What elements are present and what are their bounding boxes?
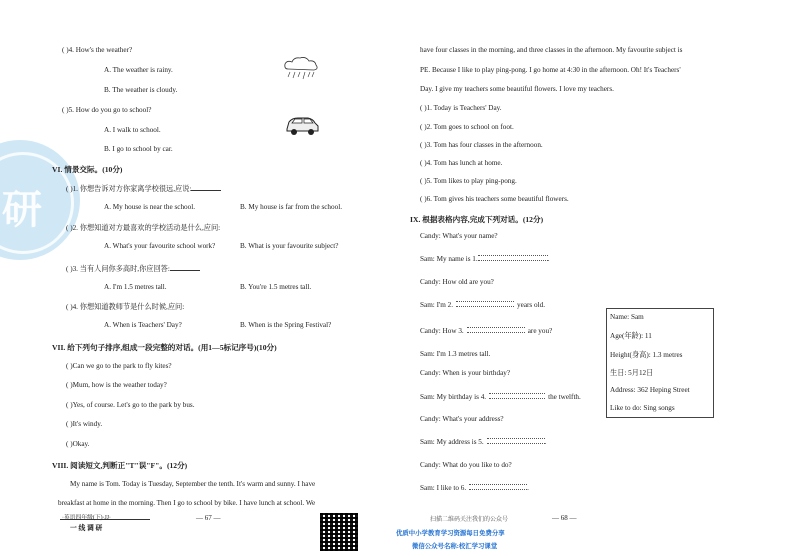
s6-q3-blank[interactable] — [170, 270, 200, 271]
dialog-10-text: Sam: My address is 5. — [420, 438, 484, 446]
s7-line-4: ( )It's windy. — [66, 420, 103, 428]
s6-q2-option-b: B. What is your favourite subject? — [240, 242, 339, 250]
dialog-8-text: Sam: My birthday is 4. — [420, 393, 487, 401]
info-address: Address: 362 Heping Street — [610, 386, 690, 394]
dialog-4-text: Sam: I'm 2. — [420, 301, 454, 309]
passage-line-4: PE. Because I like to play ping-pong. I go home at 4:30 in the afternoon. Oh! It's Teachers' — [420, 66, 681, 74]
watermark-stamp-glyph: 研 — [2, 187, 42, 233]
passage-line-5: Day. I give my teachers some beautiful flowers. I love my teachers. — [420, 85, 614, 93]
blank-6[interactable] — [469, 489, 527, 490]
dialog-5-text: Candy: How 3. — [420, 327, 464, 335]
q4-weather: ( )4. How's the weather? — [62, 46, 133, 54]
section-8-title: VIII. 阅读短文,判断正"T"误"F"。(12分) — [52, 461, 188, 470]
s7-line-5: ( )Okay. — [66, 440, 90, 448]
s7-line-1: ( )Can we go to the park to fly kites? — [66, 362, 172, 370]
dialog-8 — [420, 393, 581, 401]
blank-2[interactable] — [456, 306, 514, 307]
footer-book: ·英语四年级(下)·JJ· — [62, 515, 111, 521]
info-birthday: 生日: 5月12日 — [610, 369, 654, 377]
q4-option-b: B. The weather is cloudy. — [104, 86, 178, 94]
s6-q2: ( )2. 你想知道对方最喜欢的学校活动是什么,应问: — [66, 224, 221, 232]
q5-option-a: A. I walk to school. — [104, 126, 161, 134]
rain-cloud-icon — [282, 55, 322, 83]
s6-q1 — [66, 184, 221, 194]
passage-line-3: have four classes in the morning, and three classes in the afternoon. My favourite subject is — [420, 46, 683, 54]
s6-q4: ( )4. 你想知道教师节是什么时候,应问: — [66, 303, 185, 311]
dialog-8-tail: the twelfth. — [548, 393, 581, 401]
dialog-1: Candy: What's your name? — [420, 232, 498, 240]
q5-option-b: B. I go to school by car. — [104, 145, 173, 153]
s7-line-3: ( )Yes, of course. Let's go to the park by bus. — [66, 401, 195, 409]
dialog-5 — [420, 327, 552, 335]
dialog-3: Candy: How old are you? — [420, 278, 494, 286]
car-icon — [284, 113, 320, 137]
s6-q4-option-a: A. When is Teachers' Day? — [104, 321, 182, 329]
s6-q1-option-a: A. My house is near the school. — [104, 203, 196, 211]
scan-note: 扫描二维码关注我们的公众号 — [430, 517, 509, 523]
dialog-11: Candy: What do you like to do? — [420, 461, 512, 469]
info-name: Name: Sam — [610, 313, 644, 321]
blank-3[interactable] — [467, 332, 525, 333]
s6-q1-blank[interactable] — [191, 190, 221, 191]
s6-q4-option-b: B. When is the Spring Festival? — [240, 321, 332, 329]
s6-q3-option-a: A. I'm 1.5 metres tall. — [104, 283, 167, 291]
s6-q3-option-b: B. You're 1.5 metres tall. — [240, 283, 312, 291]
blank-4[interactable] — [489, 398, 545, 399]
s7-line-2: ( )Mum, how is the weather today? — [66, 381, 167, 389]
tf-6: ( )6. Tom gives his teachers some beautiful flowers. — [420, 195, 569, 203]
dialog-2-text: Sam: My name is 1. — [420, 255, 478, 263]
footer-divider — [60, 519, 150, 520]
section-6-title: VI. 情景交际。(10分) — [52, 165, 123, 174]
blank-1[interactable] — [478, 260, 548, 261]
footer-series: 一 线 调 研 — [70, 525, 103, 532]
page-number-68: — 68 — — [552, 514, 577, 522]
dialog-10: Sam: My address is 5. . — [420, 438, 547, 446]
qr-code-icon[interactable] — [320, 513, 358, 551]
tf-1: ( )1. Today is Teachers' Day. — [420, 104, 502, 112]
wechat-name: 微信公众号名称:校汇学习课堂 — [412, 543, 498, 550]
dialog-12-text: Sam: I like to 6. — [420, 484, 467, 492]
tf-3: ( )3. Tom has four classes in the afternoon. — [420, 141, 543, 149]
info-like: Like to do: Sing songs — [610, 404, 675, 412]
q5-school: ( )5. How do you go to school? — [62, 106, 152, 114]
page-number-67: — 67 — — [196, 514, 221, 522]
info-age: Age(年龄): 11 — [610, 332, 652, 340]
s6-q1-option-b: B. My house is far from the school. — [240, 203, 343, 211]
blank-5[interactable] — [487, 443, 545, 444]
section-7-title: VII. 给下列句子排序,组成一段完整的对话。(用1—5标记序号)(10分) — [52, 343, 277, 352]
dialog-12: Sam: I like to 6. . — [420, 484, 529, 492]
tf-5: ( )5. Tom likes to play ping-pong. — [420, 177, 517, 185]
section-9-title: IX. 根据表格内容,完成下列对话。(12分) — [410, 215, 544, 224]
dialog-7: Candy: When is your birthday? — [420, 369, 511, 377]
s6-q1-text: ( )1. 你想告诉对方你家离学校很远,应说: — [66, 185, 192, 193]
dialog-5-tail: are you? — [527, 327, 553, 335]
promo-text: 优质中小学教育学习资源每日免费分享 — [396, 530, 505, 537]
tf-2: ( )2. Tom goes to school on foot. — [420, 123, 514, 131]
dialog-4-tail: years old. — [517, 301, 545, 309]
dialog-9: Candy: What's your address? — [420, 415, 504, 423]
info-table — [606, 308, 714, 418]
s6-q3 — [66, 264, 200, 274]
passage-line-1: My name is Tom. Today is Tuesday, September the tenth. It's warm and sunny. I have — [70, 480, 316, 488]
dialog-4 — [420, 301, 545, 309]
info-height: Height(身高): 1.3 metres — [610, 351, 683, 359]
s6-q2-option-a: A. What's your favourite school work? — [104, 242, 216, 250]
dialog-2: Sam: My name is 1. . — [420, 255, 550, 263]
passage-line-2: breakfast at home in the morning. Then I go to school by bike. I have lunch at school. We — [58, 499, 316, 507]
tf-4: ( )4. Tom has lunch at home. — [420, 159, 503, 167]
dialog-6: Sam: I'm 1.3 metres tall. — [420, 350, 491, 358]
s6-q3-text: ( )3. 当有人问你多高时,你应回答: — [66, 265, 170, 273]
q4-option-a: A. The weather is rainy. — [104, 66, 173, 74]
